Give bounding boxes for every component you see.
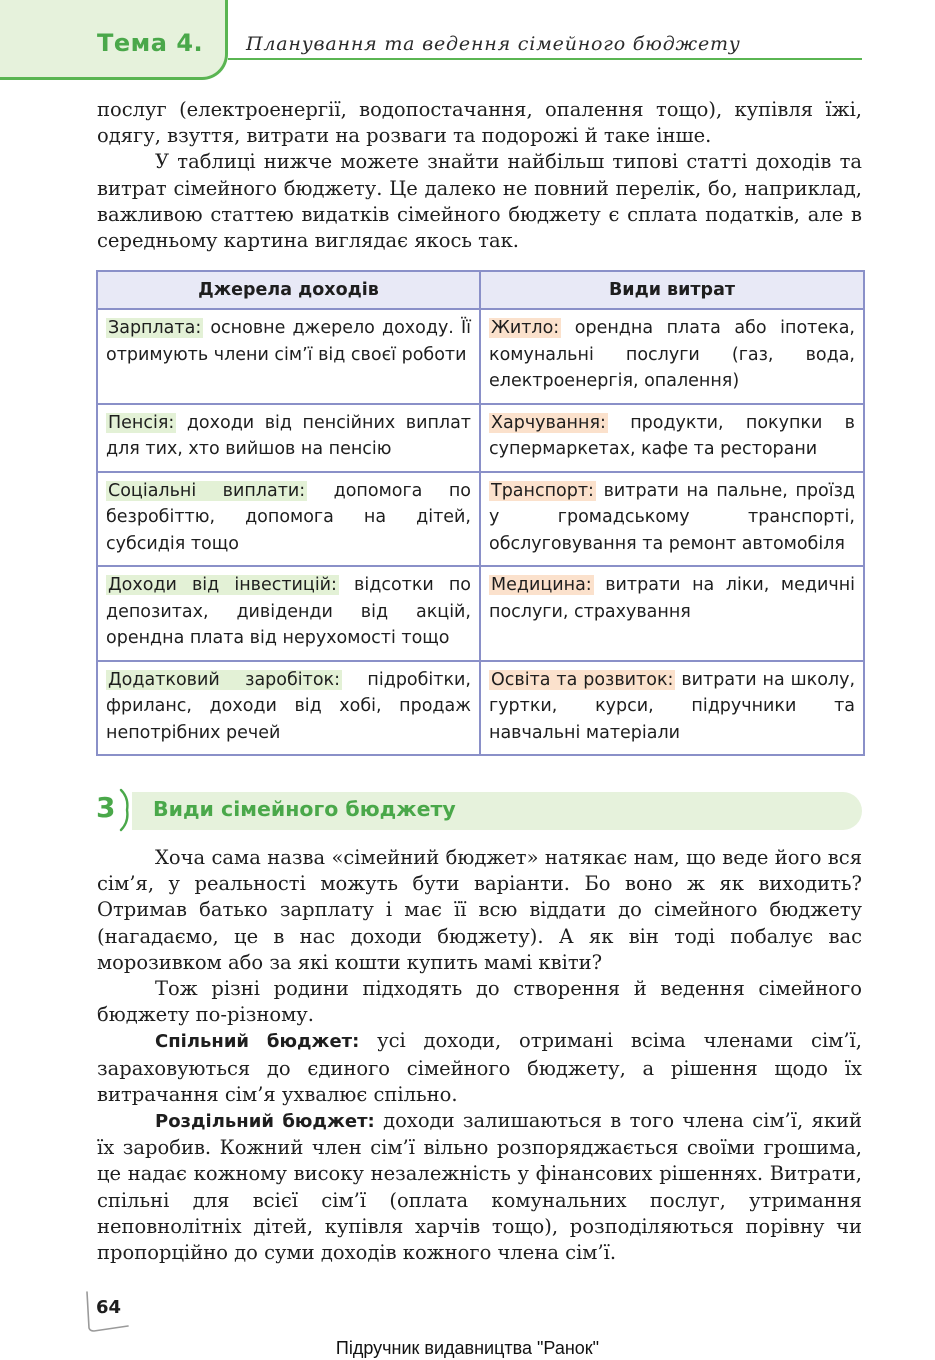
income-cell (97, 661, 480, 756)
intro-paragraph-2: У таблиці нижче можете знайти найбільш типові статті доходів та витрат сімейного бюджету. Це далеко не повний перелік, бо, наприклад, важливою статтею видатків сімейного бюджету є сплата податків, але в середньому картина виглядає якось так. (97, 150, 862, 253)
table-row (97, 472, 864, 567)
table-row (97, 309, 864, 404)
separate-budget-definition: доходи залишаються в того члена сім’ї, який їх заробив. Кожний член сім’ї вільно розпоряджається своїми грошима, це надає кожному високу незалежність у фінансових рішеннях. Витрати, спільні для всієї сім’ї (оплата комунальних послуг, утримання неповнолітніх дітей, купівля харчів тощо), розподіляються порівну чи пропорційно до суми доходів кожного члена сім’ї. (97, 1109, 863, 1265)
body-paragraph-joint-budget (97, 1028, 862, 1108)
body-paragraph-1: Хоча сама назва «сімейний бюджет» натякає нам, що веде його вся сім’я, у реальності можуть бути варіанти. Бо воно ж як виходить? Отримав батько зарплату і має її всю віддати до сімейного бюджету (нагадаємо, це в нас доходи бюджету). А як він тоді побалує вас морозивком або за які кошти купить мамі квіти? (97, 846, 862, 974)
income-term: Додатковий заробіток: (108, 669, 341, 690)
section-bracket-icon (118, 788, 134, 832)
expense-cell (480, 309, 864, 404)
income-description: відсотки по депозитах, дивіденди від акцій, орендна плата від нерухомості тощо (106, 575, 472, 648)
chapter-title: Планування та ведення сімейного бюджету (246, 33, 741, 55)
topic-label: Тема 4. (97, 29, 204, 57)
expense-description: витрати на ліки, медичні послуги, страхування (489, 575, 855, 622)
table-row (97, 661, 864, 756)
intro-text (97, 97, 862, 254)
section-title: Види сімейного бюджету (153, 797, 456, 821)
header-rule (228, 58, 862, 60)
expense-description: орендна плата або іпотека, комунальні послуги (газ, вода, електроенергія, опалення) (489, 318, 855, 391)
income-description: підробітки, фриланс, доходи від хобі, продаж непотрібних речей (106, 669, 471, 743)
income-term: Доходи від інвестицій: (108, 575, 337, 595)
income-cell (97, 404, 480, 472)
expense-cell (480, 661, 864, 756)
income-term: Соціальні виплати: (108, 480, 306, 501)
income-cell (97, 472, 480, 567)
expense-cell (480, 472, 864, 567)
body-paragraph-2: Тож різні родини підходять до створення й ведення сімейного бюджету по-різному. (97, 977, 862, 1027)
expense-term: Медицина: (491, 575, 592, 595)
income-description: допомога по безробіттю, допомога на дітей, субсидія тощо (106, 480, 471, 554)
page-number: 64 (96, 1297, 122, 1318)
column-header-income: Джерела доходів (97, 271, 480, 309)
expense-term: Освіта та розвиток: (491, 669, 674, 690)
expense-term: Харчування: (491, 412, 606, 433)
income-cell (97, 566, 480, 661)
joint-budget-definition: усі доходи, отримані всіма членами сім’ї, зараховуються до єдиного сімейного бюджету, а рішення щодо їх витрачання сім’я ухвалює спільно. (97, 1029, 862, 1106)
body-text (97, 845, 862, 1266)
income-description: основне джерело доходу. Її отримують члени сім’ї від своєї роботи (106, 318, 471, 365)
expense-description: витрати на пальне, проїзд у громадському транспорті, обслуговування та ремонт автомобіля (489, 480, 855, 554)
budget-items-table (96, 270, 865, 756)
expense-description: продукти, покупки в супермаркетах, кафе та ресторани (489, 412, 855, 459)
table-header-row (97, 271, 864, 309)
joint-budget-term: Спільний бюджет: (155, 1031, 360, 1053)
income-cell (97, 309, 480, 404)
body-paragraph-separate-budget (97, 1108, 862, 1266)
expense-term: Житло: (491, 318, 560, 338)
section-number: 3 (96, 791, 116, 824)
separate-budget-term: Роздільний бюджет: (155, 1111, 375, 1133)
expense-term: Транспорт: (491, 480, 594, 501)
income-term: Зарплата: (108, 318, 202, 338)
table-row (97, 566, 864, 661)
publisher-credit: Підручник видавництва "Ранок" (335, 1338, 600, 1358)
intro-paragraph-1: послуг (електроенергії, водопостачання, опалення тощо), купівля їжі, одягу, взуття, витрати на розваги та подорожі й таке інше. (97, 98, 862, 148)
expense-description: витрати на школу, гуртки, курси, підручники та навчальні матеріали (489, 669, 856, 743)
expense-cell (480, 404, 864, 472)
table-row (97, 404, 864, 472)
expense-cell (480, 566, 864, 661)
column-header-expenses: Види витрат (480, 271, 864, 309)
income-term: Пенсія: (108, 412, 175, 433)
income-description: доходи від пенсійних виплат для тих, хто вийшов на пенсію (106, 412, 471, 459)
